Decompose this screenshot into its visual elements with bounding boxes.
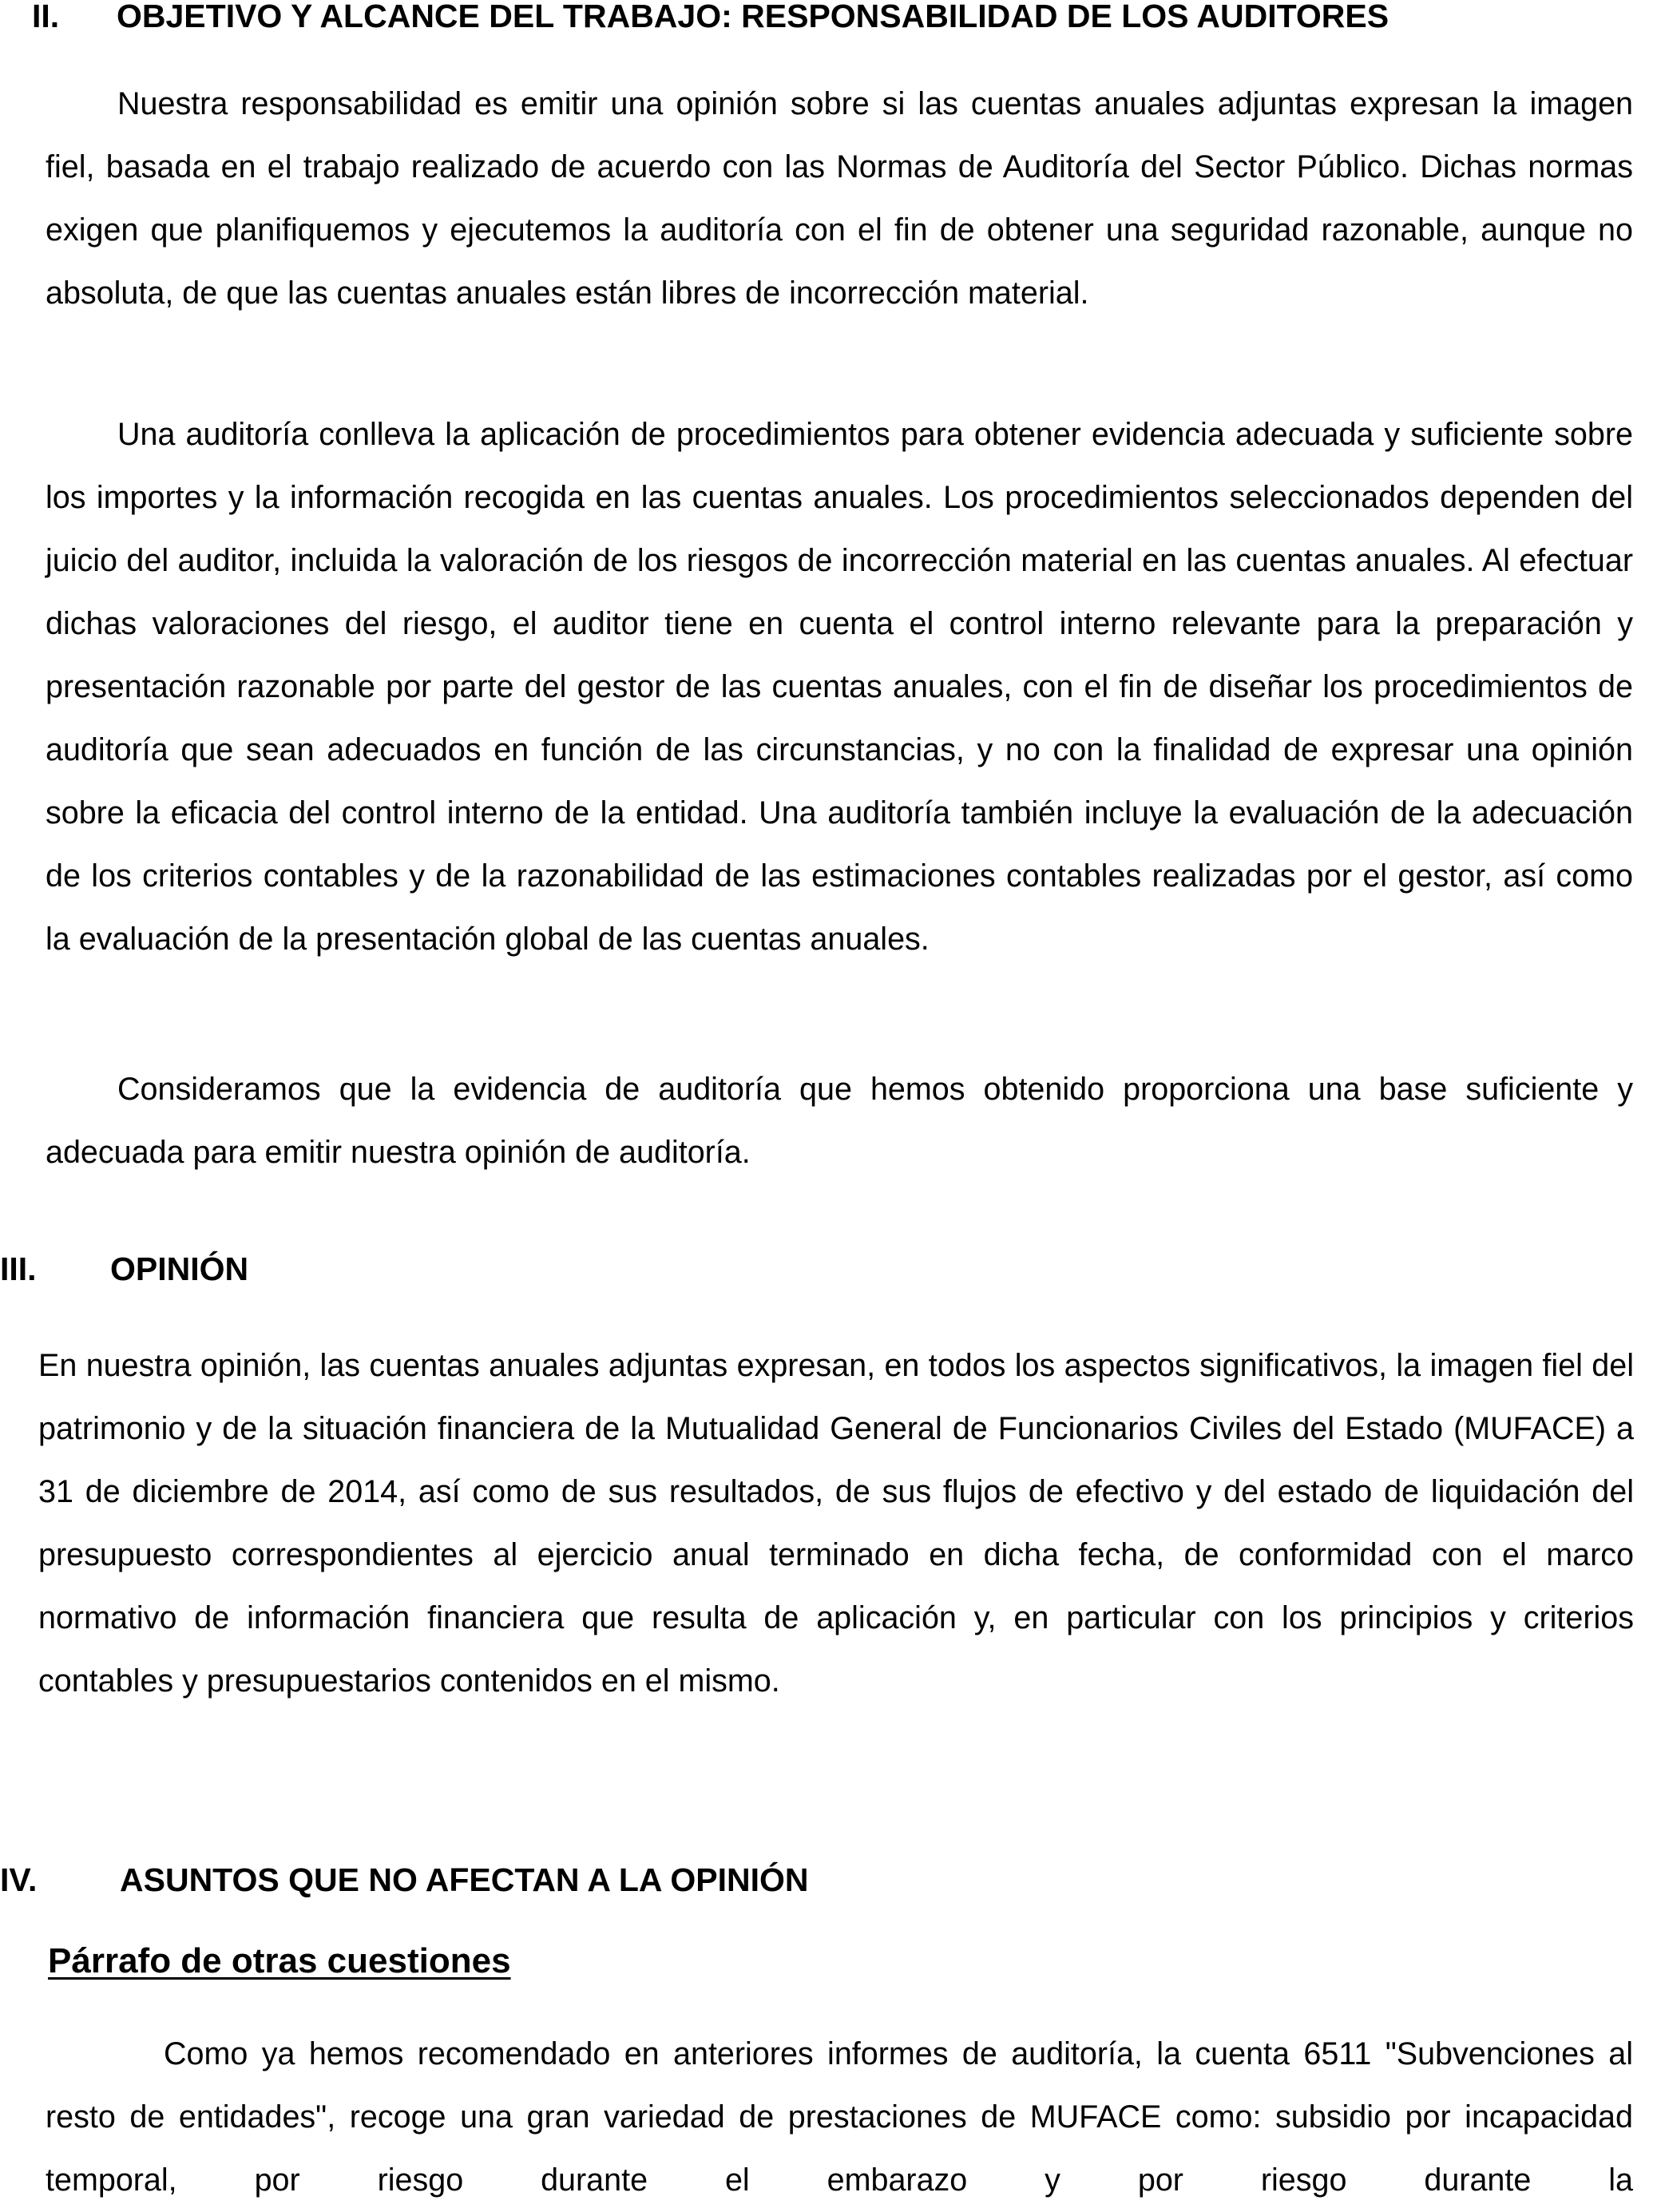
section-iii-paragraph: En nuestra opinión, las cuentas anuales adjuntas expresan, en todos los aspectos significativos, la imagen fiel del patrimonio y de la situación financiera de la Mutualidad General de Funcionarios Civiles del Estado (MUFACE) a 31 de diciembre de 2014, así como de sus resultados, de sus flujos de efectivo y del estado de liquidación del presupuesto correspondientes al ejercicio anual terminado en dicha fecha, de conformidad con el marco normativo de información financiera que resulta de aplicación y, en particular con los principios y criterios contables y presupuestarios contenidos en el mismo. xyxy=(38,1348,1634,1699)
section-iv-number: IV. xyxy=(0,1861,38,1898)
section-ii-paragraph-2: Una auditoría conlleva la aplicación de procedimientos para obtener evidencia adecuada y suficiente sobre los importes y la información recogida en las cuentas anuales. Los procedimientos seleccionados dependen del juicio del auditor, incluida la valoración de los riesgos de incorrección material en las cuentas anuales. Al efectuar dichas valoraciones del riesgo, el auditor tiene en cuenta el control interno relevante para la preparación y presentación razonable por parte del gestor de las cuentas anuales, con el fin de diseñar los procedimientos de auditoría que sean adecuados en función de las circunstancias, y no con la finalidad de expresar una opinión sobre la eficacia del control interno de la entidad. Una auditoría también incluye la evaluación de la adecuación de los criterios contables y de la razonabilidad de las estimaciones contables realizadas por el gestor, así como la evaluación de la presentación global de las cuentas anuales. xyxy=(46,417,1633,957)
section-iv-title: ASUNTOS QUE NO AFECTAN A LA OPINIÓN xyxy=(120,1861,809,1898)
section-iii-title: OPINIÓN xyxy=(110,1251,249,1287)
section-iv-paragraph: Como ya hemos recomendado en anteriores informes de auditoría, la cuenta 6511 "Subvenciones al resto de entidades", recoge una gran variedad de prestaciones de MUFACE como: subsidio por incapacidad temporal, por riesgo durante el embarazo y por riesgo durante la xyxy=(46,2036,1633,2198)
section-iii-number: III. xyxy=(0,1251,37,1287)
section-ii-paragraph-1: Nuestra responsabilidad es emitir una opinión sobre si las cuentas anuales adjuntas expresan la imagen fiel, basada en el trabajo realizado de acuerdo con las Normas de Auditoría del Sector Público. Dichas normas exigen que planifiquemos y ejecutemos la auditoría con el fin de obtener una seguridad razonable, aunque no absoluta, de que las cuentas anuales están libres de incorrección material. xyxy=(46,86,1633,311)
section-ii-title: OBJETIVO Y ALCANCE DEL TRABAJO: RESPONSABILIDAD DE LOS AUDITORES xyxy=(117,0,1389,34)
section-ii-paragraph-3: Consideramos que la evidencia de auditoría que hemos obtenido proporciona una base suficiente y adecuada para emitir nuestra opinión de auditoría. xyxy=(46,1072,1633,1170)
other-matters-subheading: Párrafo de otras cuestiones xyxy=(48,1941,511,1980)
section-ii-number: II. xyxy=(32,0,60,34)
